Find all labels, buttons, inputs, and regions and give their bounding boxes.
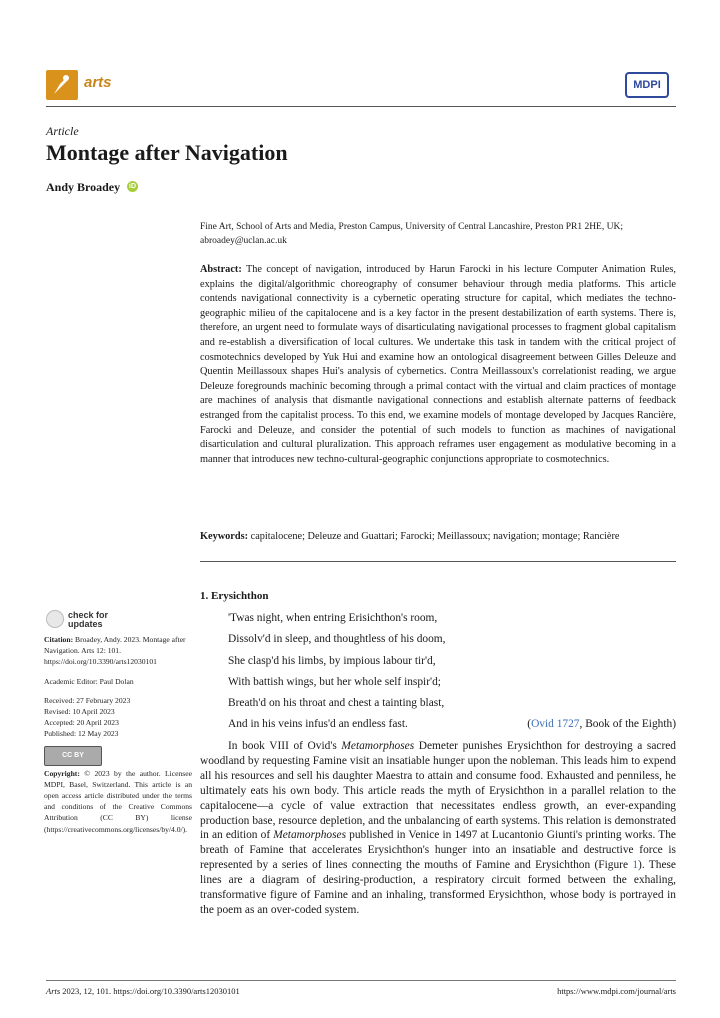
para-text: published in Venice in 1497 at Lucantonio Giunti's printing works. The breath of Famine that accelerates Erysichthon's hunger into an insatiable and destructive force is represented by a series of lines connecting the mouths of Famine and Erysichthon (Figure — [200, 829, 676, 872]
footer-journal: Arts — [46, 986, 61, 996]
footer-doi[interactable]: 2023, 12, 101. https://doi.org/10.3390/arts12030101 — [60, 986, 240, 996]
para-text: ). These lines are a diagram of desiring-production, a respiratory circuit formed between the exhaling, transformative figure of Famine and an inhaling, transformed Erysichthon, whose body is portrayed in the poem as an over-coded system. — [200, 859, 676, 916]
footer-url[interactable]: https://www.mdpi.com/journal/arts — [557, 986, 676, 996]
poem-epigraph — [228, 608, 446, 736]
citation-text[interactable]: Broadey, Andy. 2023. Montage after Navigation. Arts 12: 101. https://doi.org/10.3390/arts12030101 — [44, 635, 186, 667]
para-title: Metamorphoses — [273, 829, 347, 842]
poem-line: And in his veins infus'd an endless fast. — [228, 718, 408, 731]
ovid-reference-link[interactable]: Ovid 1727 — [531, 718, 580, 730]
keywords-label: Keywords: — [200, 531, 249, 542]
section-heading: 1. Erysichthon — [200, 590, 269, 602]
abstract — [200, 263, 676, 467]
body-paragraph — [200, 739, 676, 918]
cc-license-icon[interactable]: CC BY — [44, 746, 102, 766]
academic-editor: Academic Editor: Paul Dolan — [44, 676, 134, 686]
para-text: Demeter punishes Erysichthon for destroying a sacred woodland by requesting Famine visit an insatiable hunger upon the nobleman. This leads him to expend all his resources and sell his daughter Maestra to attain and consume food. Exhausted and penniless, he ultimately eats his own body. This article reads the myth of Erysichthon in a parallel relation to the capitalocene—a cycle of value extraction that necessitates endless growth, an ever-expanding production base, resource depletion, and the unbalancing of earth systems. This relation is demonstrated in an edition of — [200, 740, 676, 842]
copyright — [44, 768, 192, 835]
footer-divider — [46, 980, 676, 981]
citation-label: Citation: — [44, 635, 74, 644]
poem-citation — [527, 718, 676, 730]
journal-name: arts — [84, 74, 112, 91]
article-type: Article — [46, 124, 79, 138]
poem-line: Dissolv'd in sleep, and thoughtless of his doom, — [228, 633, 446, 646]
poem-line: She clasp'd his limbs, by impious labour tir'd, — [228, 654, 436, 667]
abstract-text: The concept of navigation, introduced by Harun Farocki in his lecture Computer Animation Rules, explains the digital/algorithmic choreography of consumer behaviour through media platforms. This article contends navigational connectivity is a cybernetic operating structure for capital, which mediates the techno-geographic milieu of the capitalocene and is a key factor in the present destabilization of earth systems. There is, therefore, an urgent need to formulate ways of disarticulating navigational processes to fragment global capitalism and re-establish a diversification of local cultures. We undertake this task in tandem with the critical project of cosmotechnics developed by Yuk Hui and examine how an ontological disagreement between Gilles Deleuze and Quentin Meillassoux shapes Hui's analysis of cybernetics. Contra Meillassoux's correlationist reading, we argue Deleuze foregrounds machinic becoming through a primal contact with the virtual and claim practices of montage are machines of analysis that dismantle navigational connections and establish alternate patterns of feedback estranged from the capitalist process. To this end, we examine models of montage developed by Jacques Rancière, Farocki and Deleuze, and consider the potential of such models to function as machines of navigational disarticulation and cultural pluralization. This approach reframes user engagement as modulative becoming in a manner that introduces new techno-cultural-geographic conjunctions appropriate to cosmotechnics. — [200, 264, 676, 465]
sidebar — [44, 634, 192, 835]
poem-cite-open: ( — [527, 718, 532, 730]
journal-logo-icon — [46, 70, 78, 100]
poem-line: 'Twas night, when entring Erisichthon's room, — [228, 612, 438, 624]
abstract-label: Abstract: — [200, 264, 242, 275]
affiliation: Fine Art, School of Arts and Media, Preston Campus, University of Central Lancashire, Preston PR1 2HE, UK; abroadey@uclan.ac.uk — [200, 222, 623, 246]
figure-1-link[interactable]: 1 — [632, 859, 639, 872]
header-divider — [46, 106, 676, 107]
orcid-icon[interactable]: iD — [129, 183, 136, 190]
date-received: Received: 27 February 2023 — [44, 695, 131, 705]
article-title: Montage after Navigation — [46, 140, 288, 165]
date-published: Published: 12 May 2023 — [44, 729, 119, 739]
copyright-label: Copyright: — [44, 768, 80, 778]
abstract-divider — [200, 561, 676, 562]
publisher-logo[interactable]: MDPI — [625, 72, 669, 98]
para-title: Metamorphoses — [341, 740, 415, 752]
check-updates-icon[interactable] — [46, 610, 64, 628]
copyright-text: © 2023 by the author. Licensee MDPI, Basel, Switzerland. This article is an open access article distributed under the terms and conditions of the Creative Commons Attribution (CC BY) license (https://creativecommons.org/licenses/by/4.0/). — [44, 768, 192, 834]
citation — [44, 634, 192, 668]
keywords — [200, 530, 676, 544]
keywords-text: capitalocene; Deleuze and Guattari; Farocki; Meillassoux; navigation; montage; Rancière — [250, 531, 620, 542]
date-revised: Revised: 10 April 2023 — [44, 707, 115, 717]
footer-citation — [46, 986, 240, 996]
date-accepted: Accepted: 20 April 2023 — [44, 718, 119, 728]
para-text: In book VIII of Ovid's — [228, 740, 342, 752]
poem-line: With battish wings, but her whole self inspir'd; — [228, 675, 441, 688]
poem-line: Breath'd on his throat and chest a tainting blast, — [228, 697, 445, 710]
check-updates-label[interactable]: check for updates — [68, 610, 109, 629]
poem-cite-rest: , Book of the Eighth) — [579, 718, 676, 730]
author-name: Andy Broadey — [46, 180, 121, 194]
